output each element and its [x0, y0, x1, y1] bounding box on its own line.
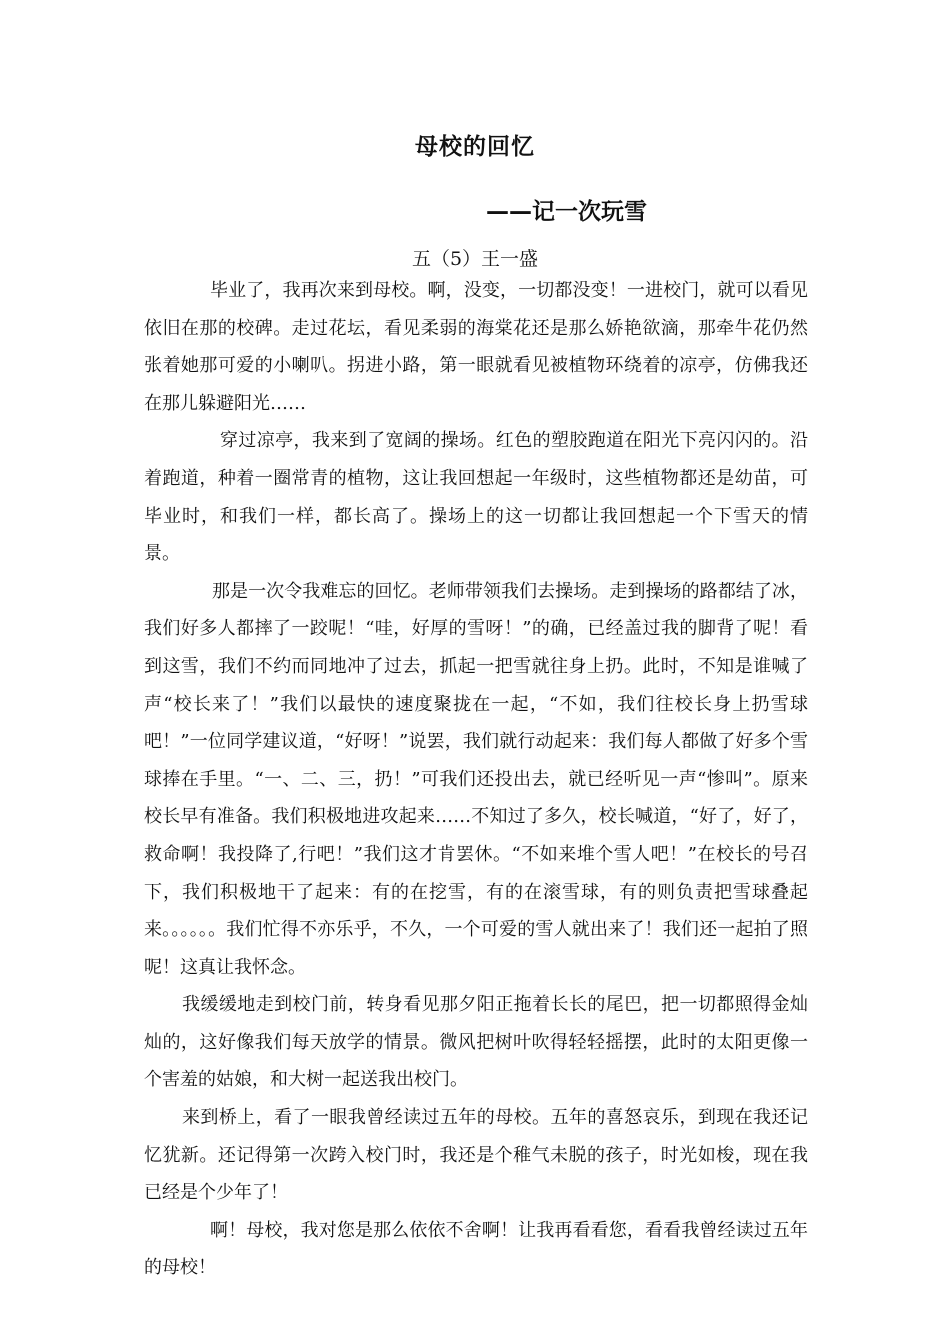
- author-line: 五（5）王一盛: [411, 248, 539, 270]
- document-title: 母校的回忆: [415, 134, 535, 160]
- paragraph-5: 来到桥上，看了一眼我曾经读过五年的母校。五年的喜怒哀乐，到现在我还记忆犹新。还记得第一次跨入校门时，我还是个稚气未脱的孩子，时光如梭，现在我已经是个少年了！: [144, 1107, 808, 1204]
- paragraph-3: 那是一次令我难忘的回忆。老师带领我们去操场。走到操场的路都结了冰，我们好多人都摔了一跤呢！“哇，好厚的雪呀！”的确，已经盖过我的脚背了呢！看到这雪，我们不约而同地冲了过去，抓起一把雪就往身上扔。此时，不知是谁喊了声“校长来了！”我们以最快的速度聚拢在一起，“不如，我们往校长身上扔雪球吧！”一位同学建议道，“好呀！”说罢，我们就行动起来：我们每人都做了好多个雪球捧在手里。“一、二、三，扔！”可我们还投出去，就已经听见一声“惨叫”。原来校长早有准备。我们积极地进攻起来……不知过了多久，校长喊道，“好了，好了，救命啊！我投降了,行吧！”我们这才肯罢休。“不如来堆个雪人吧！”在校长的号召下，我们积极地干了起来：有的在挖雪，有的在滚雪球，有的则负责把雪球叠起来。。。。。。我们忙得不亦乐乎，不久，一个可爱的雪人就出来了！我们还一起拍了照呢！这真让我怀念。: [144, 580, 808, 978]
- document-body: [144, 272, 808, 1287]
- document-subtitle: ——记一次玩雪: [486, 199, 647, 225]
- paragraph-2: 穿过凉亭，我来到了宽阔的操场。红色的塑胶跑道在阳光下亮闪闪的。沿着跑道，种着一圈常青的植物，这让我回想起一年级时，这些植物都还是幼苗，可毕业时，和我们一样，都长高了。操场上的这一切都让我回想起一个下雪天的情景。: [144, 430, 808, 565]
- paragraph-4: 我缓缓地走到校门前，转身看见那夕阳正拖着长长的尾巴，把一切都照得金灿灿的，这好像我们每天放学的情景。微风把树叶吹得轻轻摇摆，此时的太阳更像一个害羞的姑娘，和大树一起送我出校门。: [144, 994, 808, 1091]
- paragraph-1: 毕业了，我再次来到母校。啊，没变，一切都没变！一进校门，就可以看见依旧在那的校碑。走过花坛，看见柔弱的海棠花还是那么娇艳欲滴，那牵牛花仍然张着她那可爱的小喇叭。拐进小路，第一眼就看见被植物环绕着的凉亭，仿佛我还在那儿躲避阳光……: [144, 280, 808, 414]
- paragraph-6: 啊！母校，我对您是那么依依不舍啊！让我再看看您，看看我曾经读过五年的母校！: [144, 1219, 808, 1279]
